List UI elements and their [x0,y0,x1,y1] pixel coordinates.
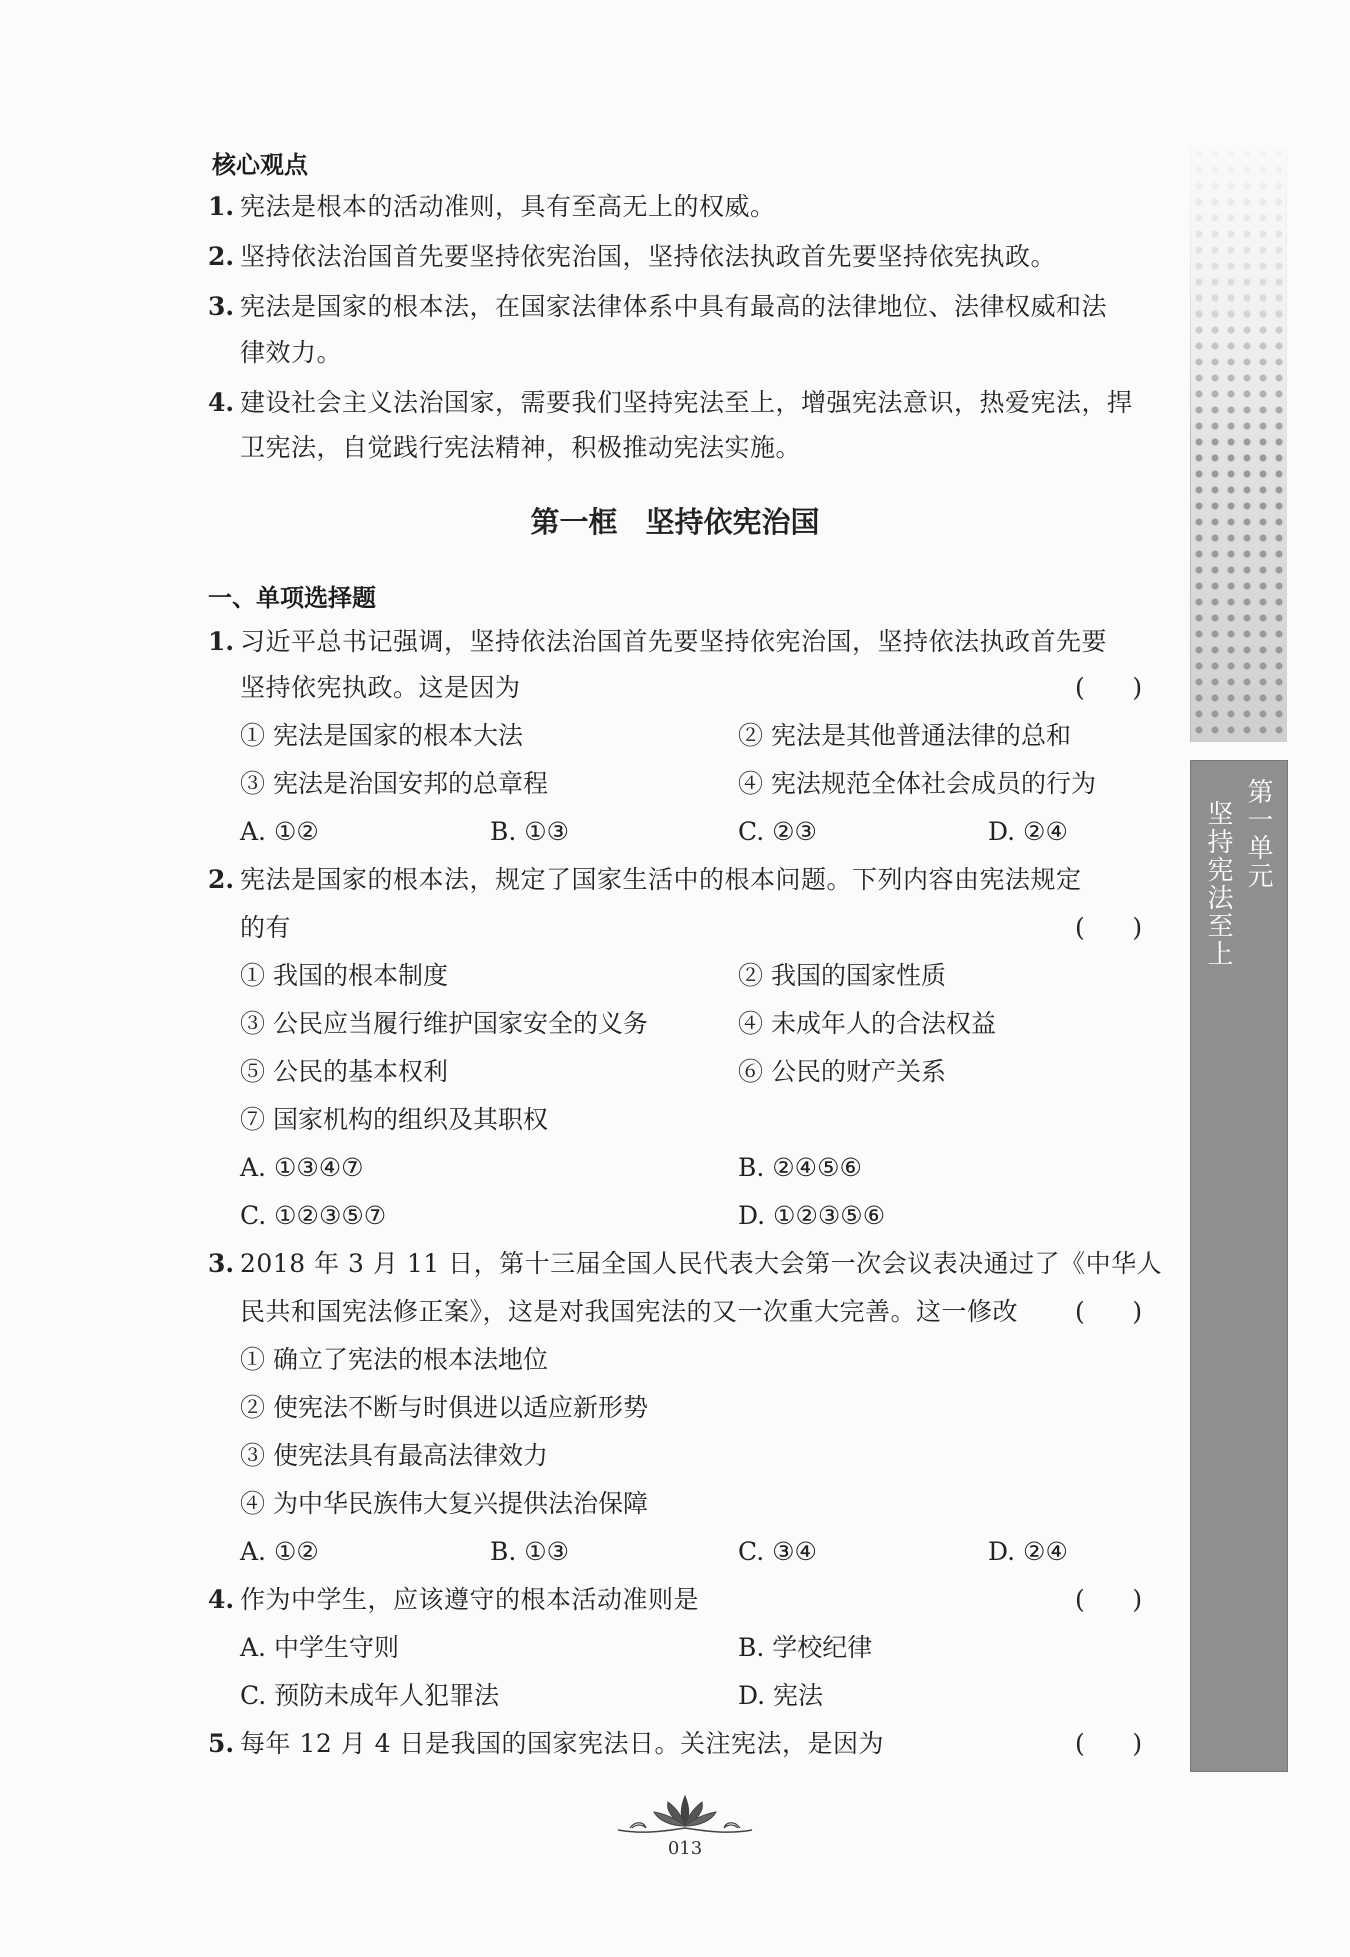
question-text: 每年 12 月 4 日是我国的国家宪法日。关注宪法，是因为 [240,1729,885,1758]
question-text: 2018 年 3 月 11 日，第十三届全国人民代表大会第一次会议表决通过了《中华人 [240,1249,1163,1278]
question-number: 2. [208,865,235,894]
question-item: ① 确立了宪法的根本法地位 [240,1345,548,1374]
answer-blank[interactable]: ( ) [1075,1729,1143,1758]
question-text: 作为中学生，应该遵守的根本活动准则是 [240,1585,700,1614]
question-item: ④ 宪法规范全体社会成员的行为 [738,769,1096,798]
core-point-text: 律效力。 [240,338,343,367]
question-text: 的有 [240,913,292,942]
core-point-text: 坚持依法治国首先要坚持依宪治国，坚持依法执政首先要坚持依宪执政。 [240,242,1057,271]
core-point-text: 卫宪法，自觉践行宪法精神，积极推动宪法实施。 [240,433,802,462]
answer-blank[interactable]: ( ) [1075,673,1143,702]
answer-choice[interactable]: D. ①②③⑤⑥ [738,1201,886,1230]
side-tab-unit: 第一单元 [1243,778,1273,890]
answer-choice[interactable]: A. 中学生守则 [240,1633,399,1662]
core-point-text: 宪法是国家的根本法，在国家法律体系中具有最高的法律地位、法律权威和法 [240,292,1108,321]
answer-choice[interactable]: C. ②③ [738,817,817,846]
question-text: 坚持依宪执政。这是因为 [240,673,521,702]
answer-choice[interactable]: A. ①② [240,1537,319,1566]
answer-blank[interactable]: ( ) [1075,1585,1143,1614]
answer-choice[interactable]: B. ①③ [490,1537,570,1566]
answer-choice[interactable]: D. ②④ [988,817,1068,846]
question-number: 5. [208,1729,235,1758]
core-points-title: 核心观点 [212,151,308,179]
answer-choice[interactable]: D. ②④ [988,1537,1068,1566]
answer-choice[interactable]: A. ①③④⑦ [240,1153,364,1182]
part-title: 一、单项选择题 [208,584,376,612]
question-item: ⑦ 国家机构的组织及其职权 [240,1105,548,1134]
core-point-number: 3. [208,292,235,321]
answer-blank[interactable]: ( ) [1075,1297,1143,1326]
answer-choice[interactable]: C. ③④ [738,1537,817,1566]
question-item: ① 我国的根本制度 [240,961,448,990]
answer-choice[interactable]: B. ②④⑤⑥ [738,1153,862,1182]
core-point-text: 建设社会主义法治国家，需要我们坚持宪法至上，增强宪法意识，热爱宪法，捍 [240,388,1133,417]
page-number: 013 [667,1838,703,1859]
question-text: 习近平总书记强调，坚持依法治国首先要坚持依宪治国，坚持依法执政首先要 [240,627,1108,656]
answer-choice[interactable]: A. ①② [240,817,319,846]
question-item: ③ 使宪法具有最高法律效力 [240,1441,548,1470]
core-point-text: 宪法是根本的活动准则，具有至高无上的权威。 [240,192,776,221]
answer-blank[interactable]: ( ) [1075,913,1143,942]
question-item: ⑤ 公民的基本权利 [240,1057,448,1086]
core-point-number: 1. [208,192,235,221]
question-number: 4. [208,1585,235,1614]
question-number: 3. [208,1249,235,1278]
section-label: 第一框 [530,505,618,539]
question-item: ② 我国的国家性质 [738,961,946,990]
answer-choice[interactable]: D. 宪法 [738,1681,824,1710]
question-item: ⑥ 公民的财产关系 [738,1057,946,1086]
question-item: ④ 未成年人的合法权益 [738,1009,996,1038]
core-point-number: 4. [208,388,235,417]
question-number: 1. [208,627,235,656]
question-text: 宪法是国家的根本法，规定了国家生活中的根本问题。下列内容由宪法规定 [240,865,1082,894]
question-item: ② 宪法是其他普通法律的总和 [738,721,1071,750]
question-item: ② 使宪法不断与时俱进以适应新形势 [240,1393,648,1422]
question-item: ③ 公民应当履行维护国家安全的义务 [240,1009,648,1038]
side-tab-fade [1190,146,1286,446]
answer-choice[interactable]: C. ①②③⑤⑦ [240,1201,387,1230]
answer-choice[interactable]: C. 预防未成年人犯罪法 [240,1681,500,1710]
question-item: ① 宪法是国家的根本大法 [240,721,523,750]
core-point-number: 2. [208,242,235,271]
question-item: ③ 宪法是治国安邦的总章程 [240,769,548,798]
section-title [0,500,1350,541]
answer-choice[interactable]: B. ①③ [490,817,570,846]
side-tab-title: 坚持宪法至上 [1203,800,1233,968]
question-text: 民共和国宪法修正案》，这是对我国宪法的又一次重大完善。这一修改 [240,1297,1019,1326]
flower-ornament-icon [610,1790,760,1840]
section-name: 坚持依宪治国 [645,505,820,539]
question-item: ④ 为中华民族伟大复兴提供法治保障 [240,1489,648,1518]
answer-choice[interactable]: B. 学校纪律 [738,1633,873,1662]
